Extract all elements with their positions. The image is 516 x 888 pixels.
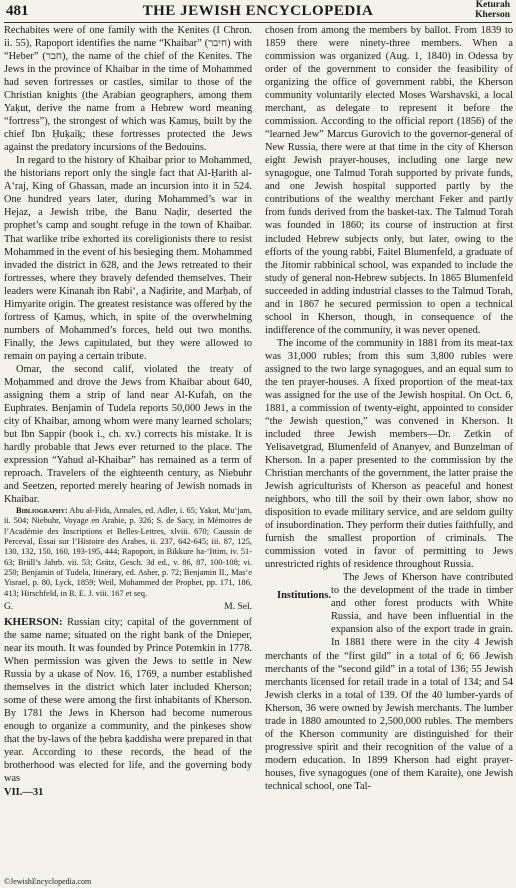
- page-header: [4, 0, 512, 23]
- paragraph: chosen from among the members by ballot. From 1839 to 1859 there were ninety-three members. When a commission was organized (Aug. 1, 1840) in Odessa by order of the government to consider the feasibility of organizing the office of government rabbi, the Kherson community voluntarily elected Moses Warshavski, a local merchant, as delegate to represent it before the commission. According to the official report (1856) of the “learned Jew” Marcus Gurovich to the governor-general of New Russia, there were at that time in the city of Kherson eight Jewish prayer-houses, including one large new synagogue, one Talmud Torah supported by private funds, and one Jewish hospital supported partly by the contributions of the wealthy merchant Feker and partly from funds derived from the basket-tax. The Talmud Torah was founded in 1860; its course of instruction at first included Hebrew subjects only, but later, owing to the efforts of the young rabbi, Faitel Blumenfeld, a graduate of the Jitomir rabbinical school, was expanded to include the study of general non-Hebrew subjects. In 1865 Blumenfeld succeeded in adding industrial classes to the Talmud Torah, and in 1867 he secured permission to open a technical school in Kherson, though, in consequence of the indifference of the community, it was never opened.: [265, 25, 513, 336]
- right-column: [265, 24, 513, 793]
- signature-line: [4, 601, 252, 613]
- paragraph: Omar, the second calif, violated the treaty of Moḥammed and drove the Jews from Khaibar about 640, assigning them a strip of land near Al-Kufah, on the Euphrates. Benjamin of Tudela reports 50,000 Jews in the city of Khaibar, among whom were many learned scholars; but Ibn Sappir (book i., ch. xv.) corrects his mistake. It is hardly probable that Jews ever returned to the place. The expression “Yahud al-Khaibar” has remained as a term of reproach. Travelers of the eighteenth century, as Niebuhr and Seetzen, reported merely hearing of Jewish nomads in Khaibar.: [4, 363, 252, 506]
- signature-left: G.: [4, 601, 14, 612]
- left-column: [4, 24, 252, 799]
- running-head: [475, 0, 510, 20]
- signature-right: M. Sel.: [224, 601, 252, 612]
- bibliography-text: Abu al-Fida, Annales, ed. Adler, i. 65; Yaḳut, Mu‘jam, ii. 504; Niebuhr, Voyage en Arabie, p. 326; S. de Sacy, in Mémoires de l’Académie des Inscriptions et Belles-Lettres, xlviii. 670; Caussin de Perceval, Essai sur l’Histoire des Arabes, ii. 237, 642-645; iii. 87, 125, 130, 132, 150, 160, 193-195, 444; Rapoport, in Bikkure ha-‘Ittim, iv. 51-63; Brüll’s Jahrb. vii. 53; Grätz, Gesch. 3d ed., v. 86, 87, 100-108; vi. 250; Benjamin of Tudela, Itinerary, ed. Asher, p. 72; Benjamin II., Mas‘e Yisrael, p. 80, Lyck, 1859; Weil, Mohammed der Prophet, pp. 171, 186, 413; Hirschfeld, in R. E. J. viii. 167 et seq.: [4, 506, 252, 598]
- page-number: 481: [6, 3, 29, 19]
- signature-mark: VII.—31: [4, 787, 44, 799]
- paragraph-with-sidehead: [265, 571, 513, 793]
- article-headword: KHERSON:: [4, 615, 63, 628]
- paragraph: Russian city; capital of the government of the same name; situated on the right bank of the Dnieper, near its mouth. It was founded by Prince Potemkin in 1778. When permission was given the Jews to settle in New Russia by a ukase of Nov. 16, 1769, a number established themselves in the district which later included Kherson; some of these were among the first inhabitants of Kherson. By 1781 the Jews in Kherson had become numerous enough to organize a community, and the pinḳeses show that the by-laws of the ḥebra ḳaddisha were prepared in that year. According to these records, the head of the brotherhood was elected for life, and the governing body was: [4, 616, 252, 785]
- paragraph: The income of the community in 1881 from its meat-tax was 31,000 rubles; from this sum 3,800 rubles were assigned to the two large synagogues, and an equal sum to the ten prayer-houses. A fixed proportion of the meat-tax was assigned for the use of the Jewish hospital. On Oct. 6, 1881, a commission of twenty-eight, appointed to consider “the Jewish question,” was convened in Kherson. It included three Jewish members—Dr. Zetkin of Yelisavetgrad, Blumenfeld of Ananyev, and Bunzelman of Kherson. In a paper presented to the commission by the Christian merchants of the government, the latter praise the Jewish agriculturists of Kherson as peaceful and honest neighbors, who till the soil by their own labor, show no disposition to evade military service, and are seldom guilty of insubordination. They perform their duties faithfully, and furnish the smallest proportion of criminals. The commission voted in favor of permitting to Jews unrestricted rights of residence throughout Russia.: [265, 337, 513, 571]
- side-heading: Institutions.: [277, 590, 331, 602]
- article-kherson: [4, 616, 252, 785]
- paragraph: Rechabites were of one family with the Kenites (I Chron. ii. 55), Rapoport identifies the name “Khaibar” (חיבר) with “Heber” (חבר), the name of the chief of the Kenites. The Jews in the province of Khaibar in the time of Mohammed had seven fortresses or castles, similar to those of the Christian knights (the Arabian geographers, among them Yaḳut, derive the name from a Hebrew word meaning “fortress”), the strongest of which was Ḳamuṣ, built by the chief Ibn Ḥuḳaiḳ; these fortresses protected the Jews against the predatory incursions of the Bedouins.: [4, 25, 253, 154]
- watermark: ©JewishEncyclopedia.com: [4, 877, 92, 886]
- bibliography-label: Bibliography:: [16, 506, 68, 516]
- paragraph: The Jews of Kherson have contributed to the development of the trade in timber and other forest products with White Russia, and have been influential in the expansion also of the export trade in grain. In 1881 there were in the city 4 Jewish merchants of the “first gild” in a total of 6; 66 Jewish merchants of the “second gild” in a total of 136; 55 Jewish merchants licensed for retail trade in a total of 134; and 54 Jewish clerks in a total of 139. Of the 40 lumber-yards of Kherson, 36 were owned by Jewish merchants. The lumber trade in 1880 amounted to 2,500,000 rubles. The members of the Kherson community are distinguished for their progressive spirit and their recognition of the value of a modern education. In 1899 Kherson had eight prayer-houses, five synagogues (one of them Karaite), one Jewish technical school, one Tal-: [265, 572, 513, 792]
- page-title: THE JEWISH ENCYCLOPEDIA: [142, 3, 374, 19]
- running-head-line2: Kherson: [475, 10, 510, 20]
- paragraph: In regard to the history of Khaibar prior to Mohammed, the historians report only the single fact that Al-Ḥarith al-A‘raj, King of Ghassan, made an incursion into it in 524. One hundred years later, during Mohammed’s war in Hejaz, a Jewish tribe, the Banu Naḍir, deserted the prophet’s camp and sought refuge in the town of Khaibar. That warlike tribe exhorted its coreligionists there to resist Mohammed in the event of his besieging them. Mohammed invaded the district in 628, and the Jews retreated to their fortresses, where they bravely defended themselves. Their leaders were Kinanah ibn Rabi‘, a Naḍirite, and Marḥab, of Himyarite origin. The greatest resistance was offered by the fortress of Ḳamuṣ, which, in spite of the overwhelming numbers of Mohammed’s forces, held out two months. Finally, the Jews capitulated, but they were allowed to remain on paying a certain tribute.: [4, 155, 252, 362]
- running-head-line1: Keturah: [475, 0, 510, 10]
- bibliography: [4, 506, 252, 599]
